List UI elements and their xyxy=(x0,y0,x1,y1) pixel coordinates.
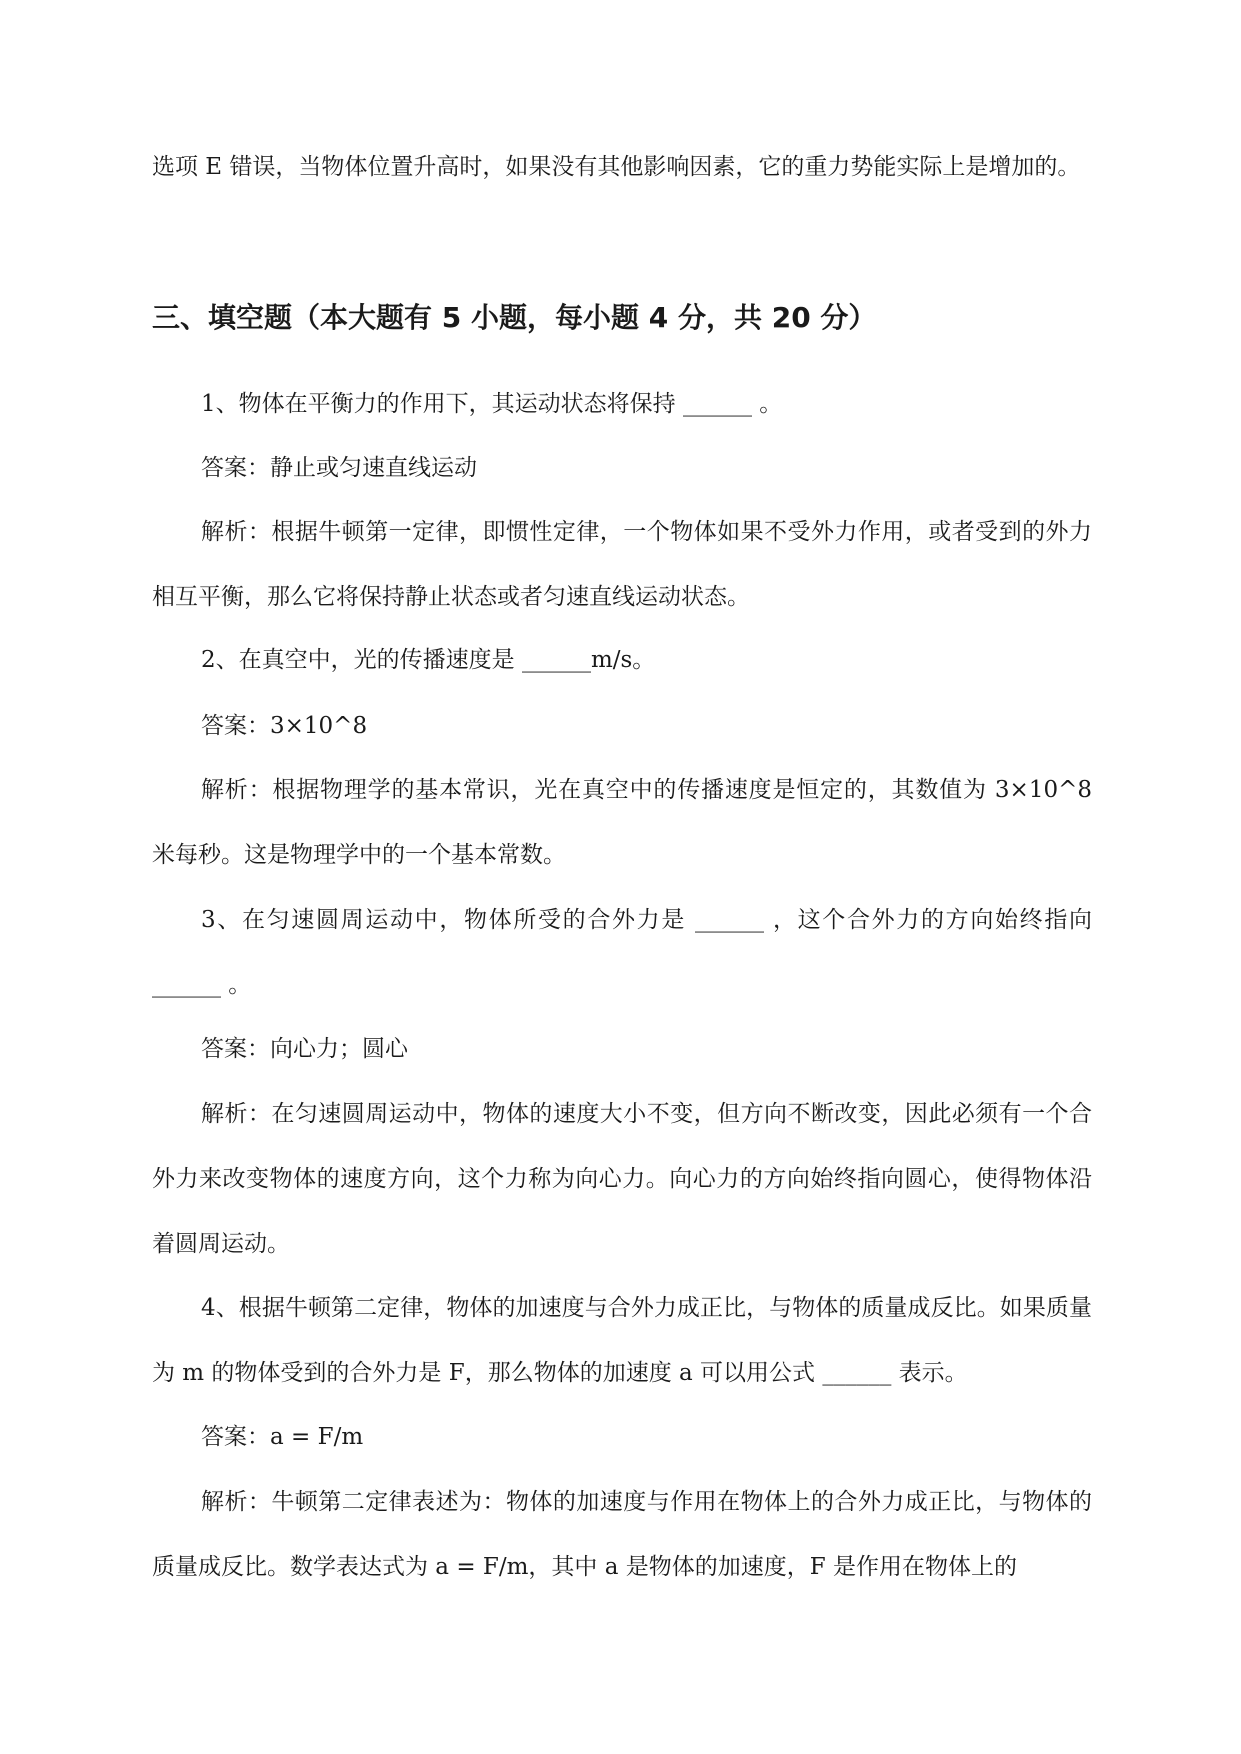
answer-2: 答案：3×10^8 xyxy=(201,713,368,739)
analysis-1: 解析：根据牛顿第一定律，即惯性定律，一个物体如果不受外力作用，或者受到的外力相互平衡，那么它将保持静止状态或者匀速直线运动状态。 xyxy=(152,519,1092,610)
question-3: 3、在匀速圆周运动中，物体所受的合外力是 ______ ，这个合外力的方向始终指向 ______ 。 xyxy=(152,907,1092,998)
section-title: 三、填空题（本大题有 5 小题，每小题 4 分，共 20 分） xyxy=(152,301,877,334)
previous-analysis-continuation: 选项 E 错误，当物体位置升高时，如果没有其他影响因素，它的重力势能实际上是增加的。 xyxy=(152,154,1081,180)
question-2: 2、在真空中，光的传播速度是 ______m/s。 xyxy=(201,647,656,673)
question-4: 4、根据牛顿第二定律，物体的加速度与合外力成正比，与物体的质量成反比。如果质量为 m 的物体受到的合外力是 F，那么物体的加速度 a 可以用公式 ______ 表示。 xyxy=(152,1295,1092,1386)
answer-3: 答案：向心力；圆心 xyxy=(201,1036,408,1062)
answer-4: 答案：a = F/m xyxy=(201,1424,364,1450)
analysis-3: 解析：在匀速圆周运动中，物体的速度大小不变，但方向不断改变，因此必须有一个合外力来改变物体的速度方向，这个力称为向心力。向心力的方向始终指向圆心，使得物体沿着圆周运动。 xyxy=(152,1101,1092,1257)
answer-1: 答案：静止或匀速直线运动 xyxy=(201,455,477,481)
question-1: 1、物体在平衡力的作用下，其运动状态将保持 ______ 。 xyxy=(201,391,783,417)
analysis-4: 解析：牛顿第二定律表述为：物体的加速度与作用在物体上的合外力成正比，与物体的质量成反比。数学表达式为 a = F/m，其中 a 是物体的加速度，F 是作用在物体上的 xyxy=(152,1489,1092,1580)
analysis-2: 解析：根据物理学的基本常识，光在真空中的传播速度是恒定的，其数值为 3×10^8 米每秒。这是物理学中的一个基本常数。 xyxy=(152,777,1092,868)
